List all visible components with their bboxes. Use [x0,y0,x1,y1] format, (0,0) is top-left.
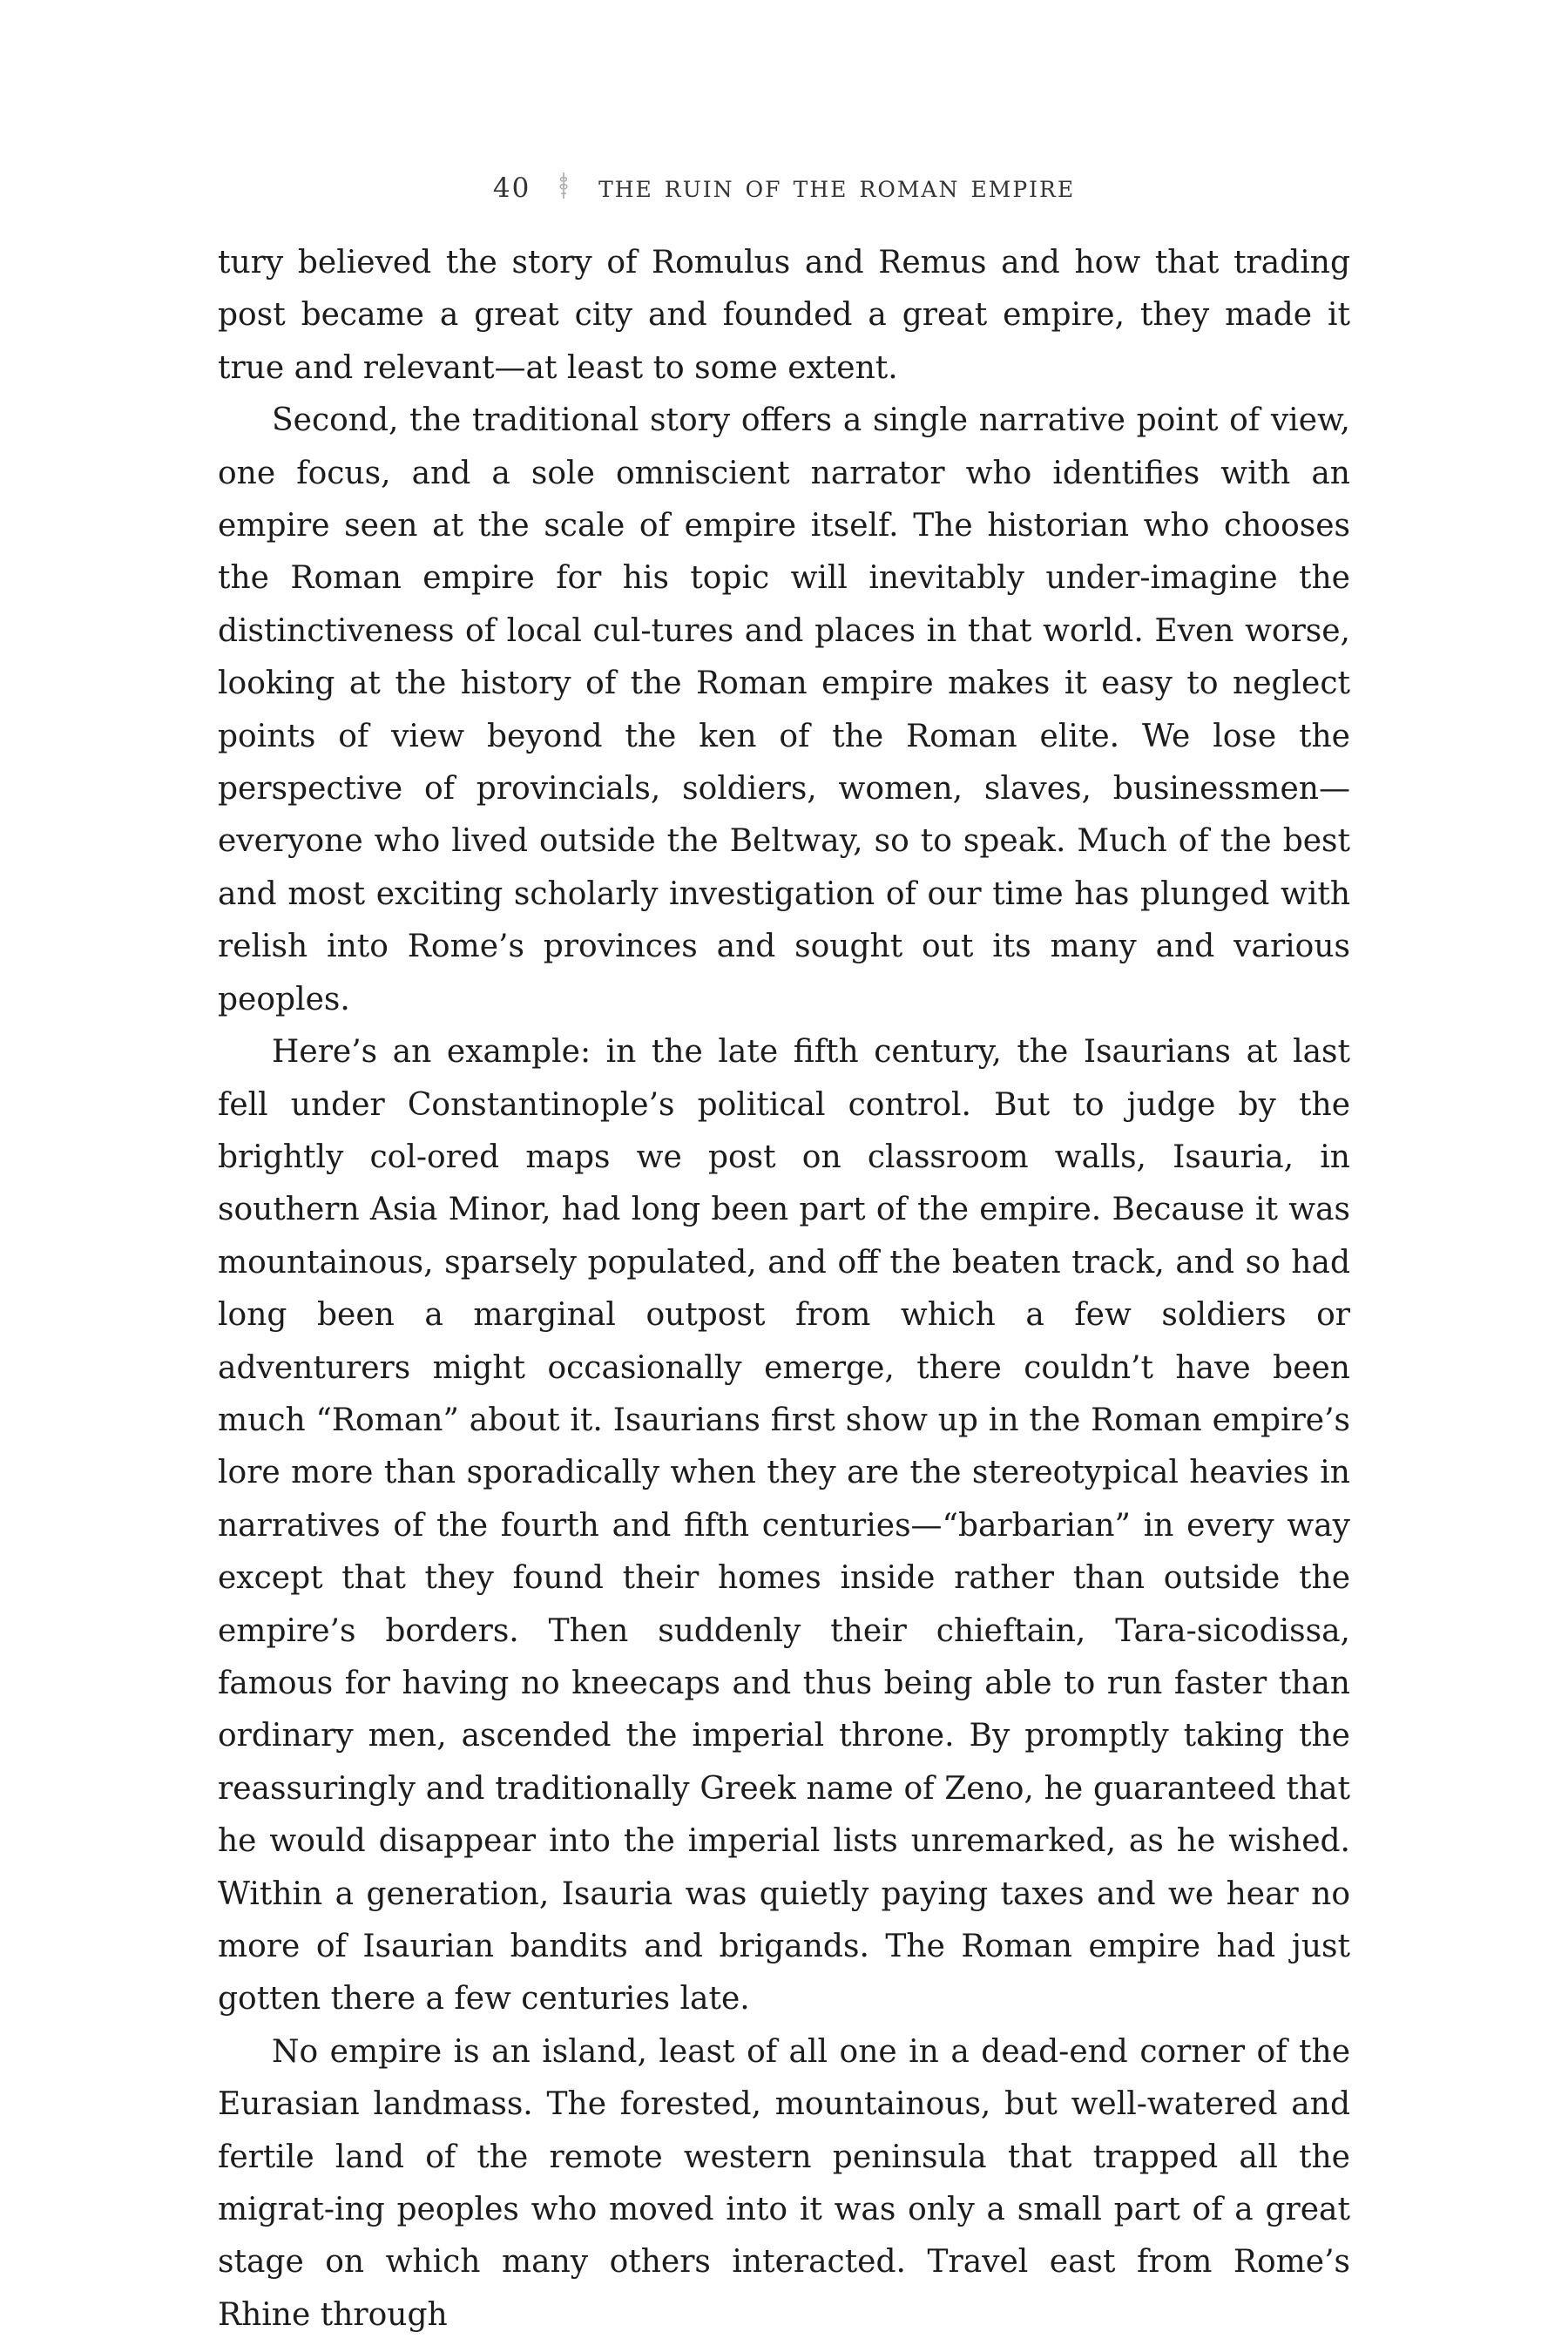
page-number: 40 [492,172,531,204]
paragraph-isaurian-example: Here’s an example: in the late fifth century, the Isaurians at last fell under Constantinople’s political control. But to judge by the brightly col-ored maps we post on classroom walls, Isauria, in southern Asia Minor, had long been part of the empire. Because it was mountainous, sparsely populated, and off the beaten track, and so had long been a marginal outpost from which a few soldiers or adventurers might occasionally emerge, there couldn’t have been much “Roman” about it. Isaurians first show up in the Roman empire’s lore more than sporadically when they are the stereotypical heavies in narratives of the fourth and fifth centuries—“barbarian” in every way except that they found their homes inside rather than outside the empire’s borders. Then suddenly their chieftain, Tara-sicodissa, famous for having no kneecaps and thus being able to run faster than ordinary men, ascended the imperial throne. By promptly taking the reassuringly and traditionally Greek name of Zeno, he guaranteed that he would disappear into the imperial lists unremarked, as he wished. Within a generation, Isauria was quietly paying taxes and we hear no more of Isaurian bandits and brigands. The Roman empire had just gotten there a few centuries late. [218,1034,1350,2017]
book-title: the ruin of the roman empire [598,170,1076,205]
paragraph-no-empire-is-an-island: No empire is an island, least of all one in a dead-end corner of the Eurasian landmass. The forested, mountainous, but well-watered and fertile land of the remote western peninsula that trapped all the migrat-ing peoples who moved into it was only a small part of a great stage on which many others interacted. Travel east from Rome’s Rhine through [218,2033,1350,2333]
paragraph-continuation: tury believed the story of Romulus and Remus and how that trading post became a great city and founded a great empire, they made it true and relevant—at least to some extent. [218,245,1350,386]
fleuron-ornament-icon [558,171,569,200]
running-head [0,166,1568,210]
paragraph-second-point: Second, the traditional story offers a single narrative point of view, one focus, and a sole omniscient narrator who identifies with an empire seen at the scale of empire itself. The historian who chooses the Roman empire for his topic will inevitably under-imagine the distinctiveness of local cul-tures and places in that world. Even worse, looking at the history of the Roman empire makes it easy to neglect points of view beyond the ken of the Roman elite. We lose the perspective of provincials, soldiers, women, slaves, businessmen—everyone who lived outside the Beltway, so to speak. Much of the best and most exciting scholarly investigation of our time has plunged with relish into Rome’s provinces and sought out its many and various peoples. [218,402,1350,1017]
body-text [218,237,1350,2342]
